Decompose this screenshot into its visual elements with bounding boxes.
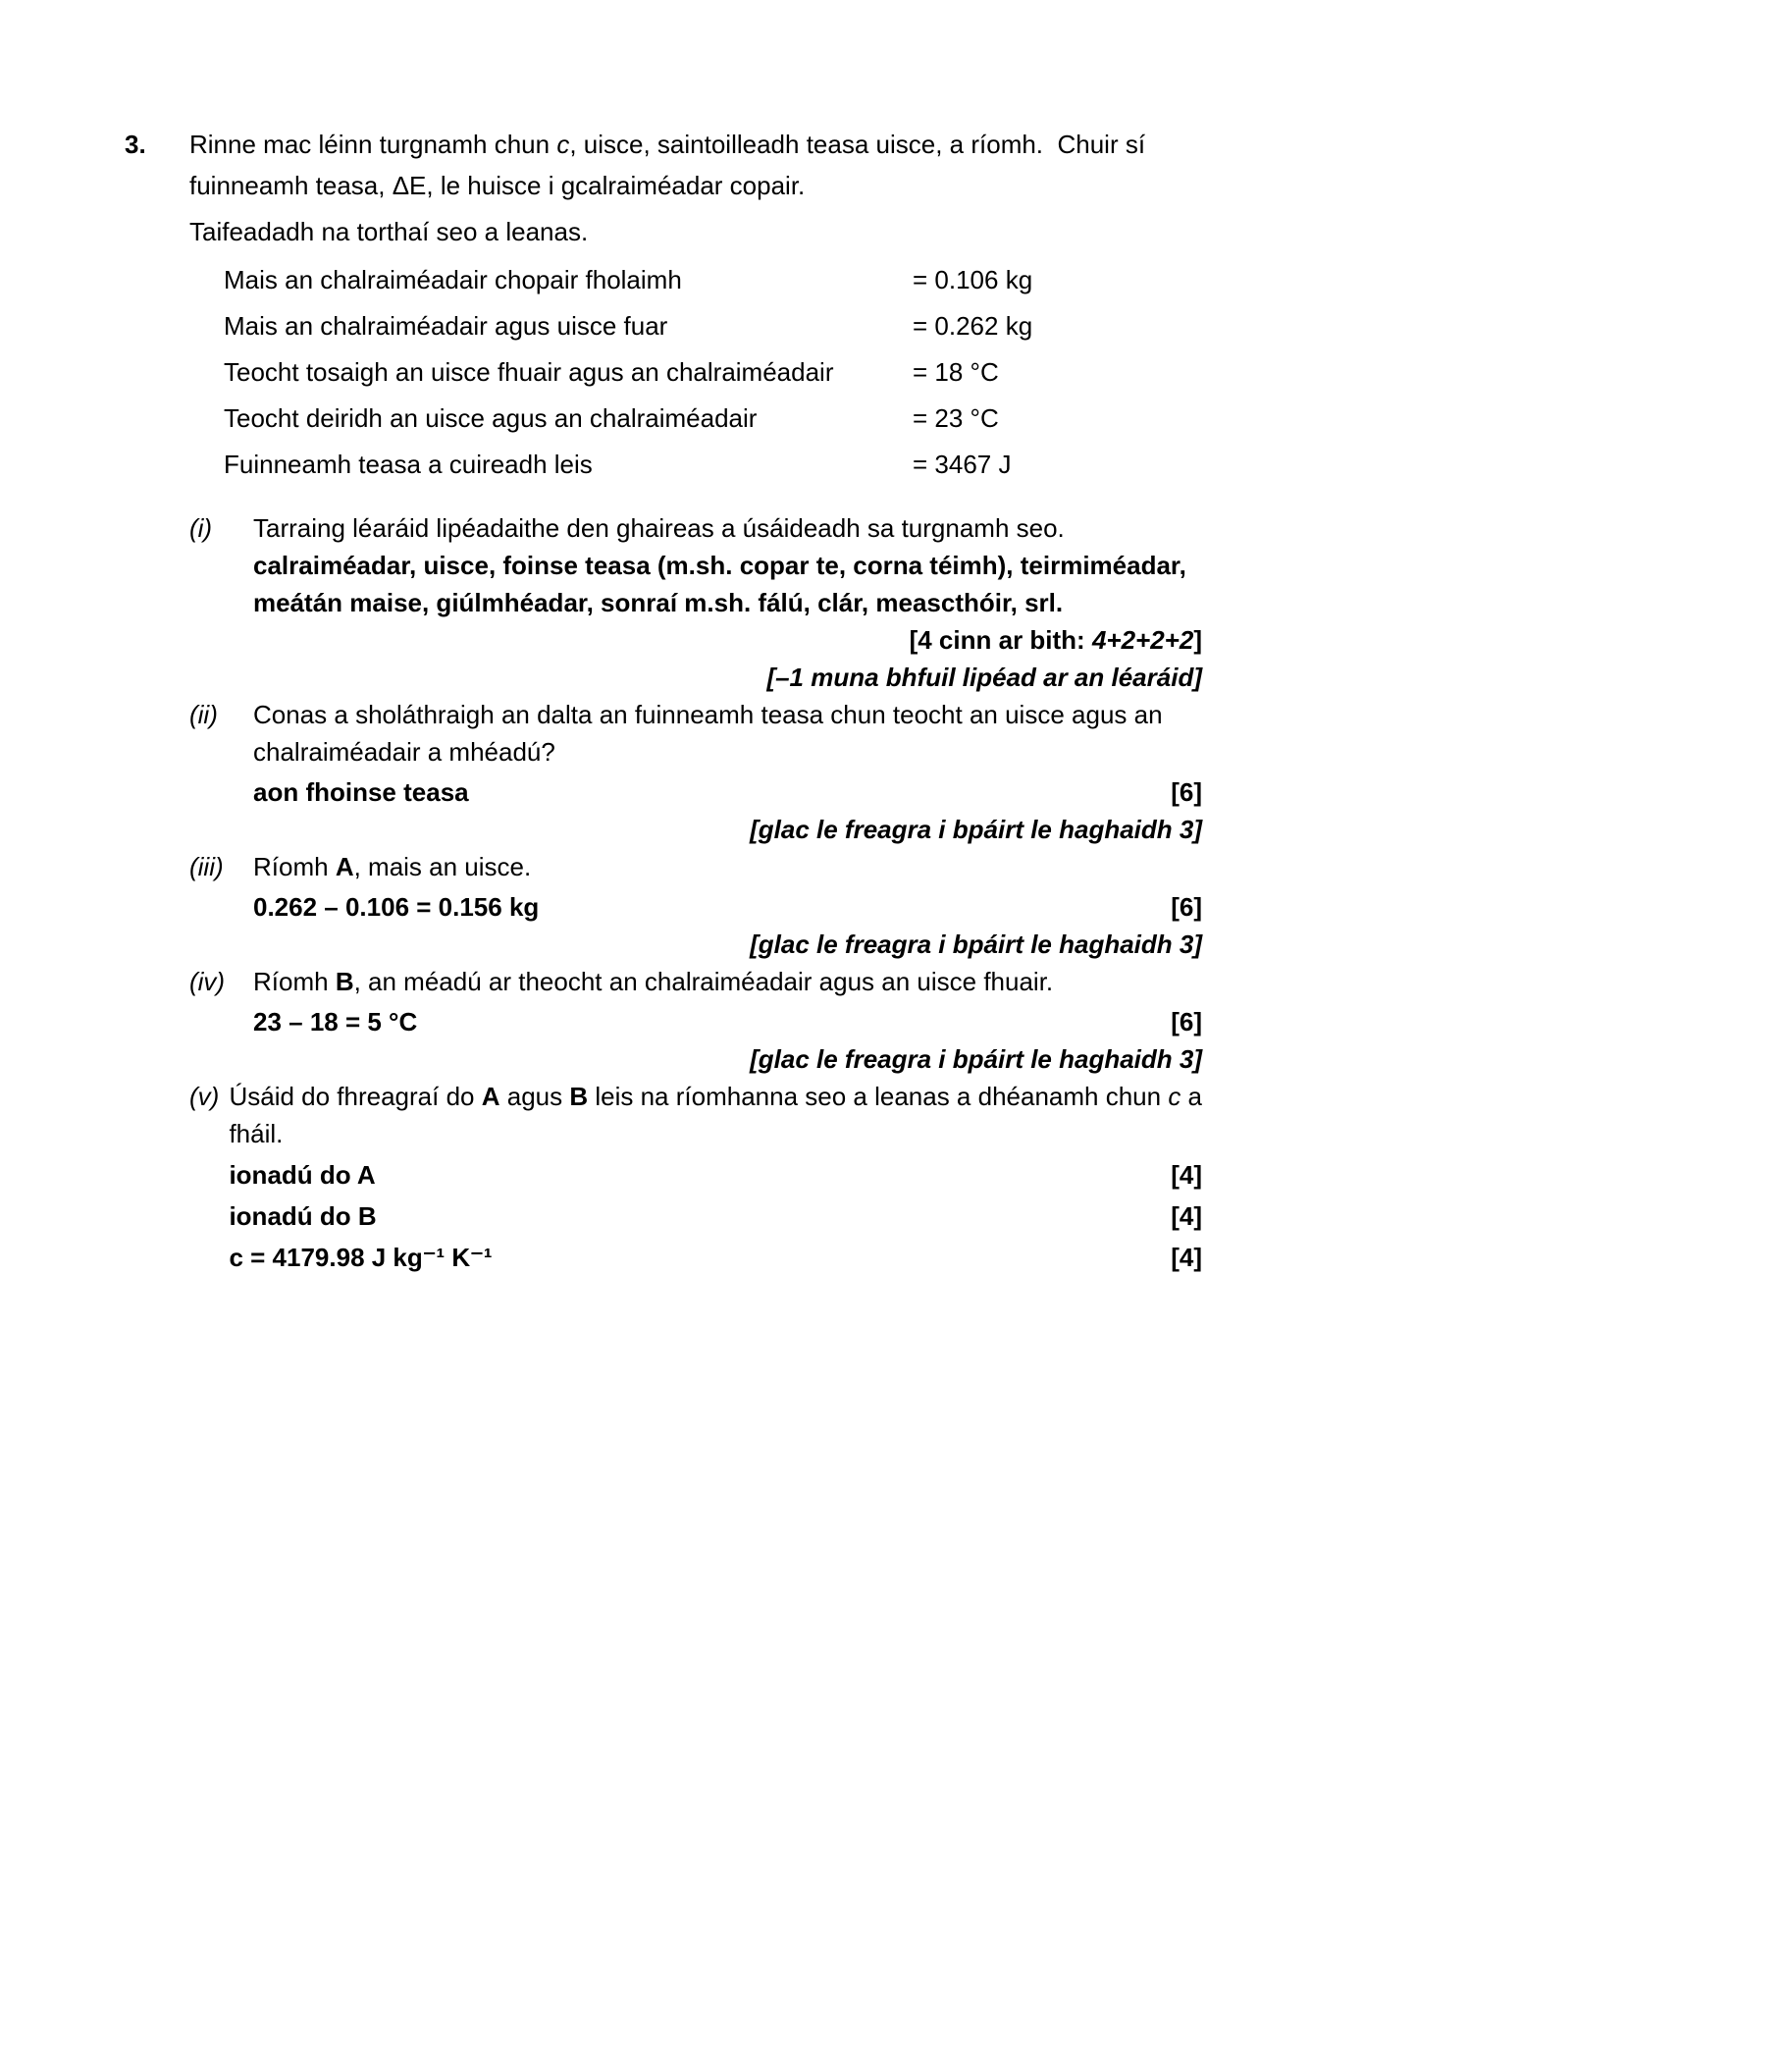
part-v-question-line-2: fháil. [229,1119,284,1148]
intro-symbol-c: c [556,130,570,159]
result-row [224,442,1202,488]
part-v-body [229,1078,1202,1276]
part-ii-question-line-1: Conas a sholáthraigh an dalta an fuinneamh teasa chun teocht an uisce agus an [253,700,1163,729]
question-symbol-B: B [569,1082,589,1111]
part-ii-question-line-2: chalraiméadair a mhéadú? [253,737,555,767]
subparts [125,509,1202,1276]
marks-text: [4 cinn ar bith: [909,625,1092,655]
question-symbol-c: c [1168,1082,1181,1111]
question-symbol-A: A [335,852,354,881]
question-text: , mais an uisce. [353,852,532,881]
part-i [189,509,1202,696]
part-i-numeral: (i) [189,513,213,543]
part-iv-answer-row [253,1003,1202,1040]
result-value: = 0.262 kg [913,311,1033,341]
part-i-marks [253,621,1202,659]
part-ii-answer-row [253,773,1202,811]
part-iii [189,848,1202,963]
result-value: = 18 °C [913,357,999,387]
result-label: Teocht deiridh an uisce agus an chalraiméadair [224,403,758,433]
part-i-answer-line-2: meátán maise, giúlmhéadar, sonraí m.sh. fálú, clár, meascthóir, srl. [253,588,1064,617]
question-symbol-B: B [335,967,354,996]
part-ii [189,696,1202,848]
part-i-answer-line-1: calraiméadar, uisce, foinse teasa (m.sh. copar te, corna téimh), teirmiméadar, [253,551,1186,580]
result-label: Mais an chalraiméadair agus uisce fuar [224,311,668,341]
intro-text: , uisce, saintoilleadh teasa uisce, a ríomh. Chuir sí [569,130,1146,159]
part-ii-body [253,696,1202,848]
part-v-marks-2: [4] [1171,1201,1202,1231]
part-ii-note: [glac le freagra i bpáirt le haghaidh 3] [750,815,1202,844]
question-symbol-A: A [481,1082,500,1111]
part-iv-marks: [6] [1171,1007,1202,1036]
part-iv-question [253,963,1202,1000]
part-iii-answer-row [253,888,1202,926]
part-v-answer-2: ionadú do B [229,1201,377,1231]
part-ii-answer: aon fhoinse teasa [253,777,469,807]
result-label: Mais an chalraiméadair chopair fholaimh [224,265,682,294]
marks-breakdown: 4+2+2+2 [1091,625,1194,655]
question-text: leis na ríomhanna seo a leanas a dhéanamh chun [588,1082,1169,1111]
result-value: = 3467 J [913,450,1012,479]
question-number: 3. [125,130,146,159]
result-value: = 0.106 kg [913,265,1033,294]
result-label: Fuinneamh teasa a cuireadh leis [224,450,593,479]
part-ii-marks: [6] [1171,777,1202,807]
results-list [224,257,1202,488]
results-intro: Taifeadadh na torthaí seo a leanas. [189,217,589,246]
question-3-block [125,124,1202,1276]
part-iv-body [253,963,1202,1078]
question-text: , an méadú ar theocht an chalraiméadair agus an uisce fhuair. [353,967,1054,996]
result-row [224,303,1202,349]
question-text: Úsáid do fhreagraí do [229,1082,482,1111]
part-iii-numeral: (iii) [189,852,224,881]
part-v-marks-3: [4] [1171,1243,1202,1272]
result-value: = 23 °C [913,403,999,433]
part-v [189,1078,1202,1276]
part-iv [189,963,1202,1078]
intro-line-2: fuinneamh teasa, ΔE, le huisce i gcalraiméadar copair. [189,171,806,200]
question-text: a [1181,1082,1202,1111]
question-text: agus [499,1082,570,1111]
result-row [224,257,1202,303]
question-text: Ríomh [253,852,336,881]
part-i-body [253,509,1202,696]
part-v-answer-row [229,1156,1202,1194]
result-row [224,396,1202,442]
part-i-note: [–1 muna bhfuil lipéad ar an léaráid] [766,663,1202,692]
part-iii-question [253,848,1202,885]
part-iii-body [253,848,1202,963]
part-iv-numeral: (iv) [189,967,226,996]
part-v-marks-1: [4] [1171,1160,1202,1190]
part-iv-answer: 23 – 18 = 5 °C [253,1007,418,1036]
marks-text: ] [1193,625,1202,655]
intro-text: Rinne mac léinn turgnamh chun [189,130,557,159]
part-v-answer-3: c = 4179.98 J kg⁻¹ K⁻¹ [229,1243,493,1272]
result-label: Teocht tosaigh an uisce fhuair agus an chalraiméadair [224,357,834,387]
question-intro [189,124,1202,206]
part-v-numeral: (v) [189,1082,220,1111]
intro-line-1 [189,124,1202,165]
part-iii-note: [glac le freagra i bpáirt le haghaidh 3] [750,930,1202,959]
part-v-answer-1: ionadú do A [229,1160,376,1190]
part-iv-note: [glac le freagra i bpáirt le haghaidh 3] [750,1044,1202,1074]
result-row [224,349,1202,396]
part-i-question: Tarraing léaráid lipéadaithe den ghaireas a úsáideadh sa turgnamh seo. [253,513,1065,543]
part-v-question-line-1 [229,1078,1202,1115]
question-header-row [125,124,1202,206]
question-text: Ríomh [253,967,336,996]
part-iii-marks: [6] [1171,892,1202,922]
part-v-answer-row [229,1197,1202,1235]
part-v-answer-row [229,1239,1202,1276]
part-ii-numeral: (ii) [189,700,218,729]
part-iii-answer: 0.262 – 0.106 = 0.156 kg [253,892,540,922]
